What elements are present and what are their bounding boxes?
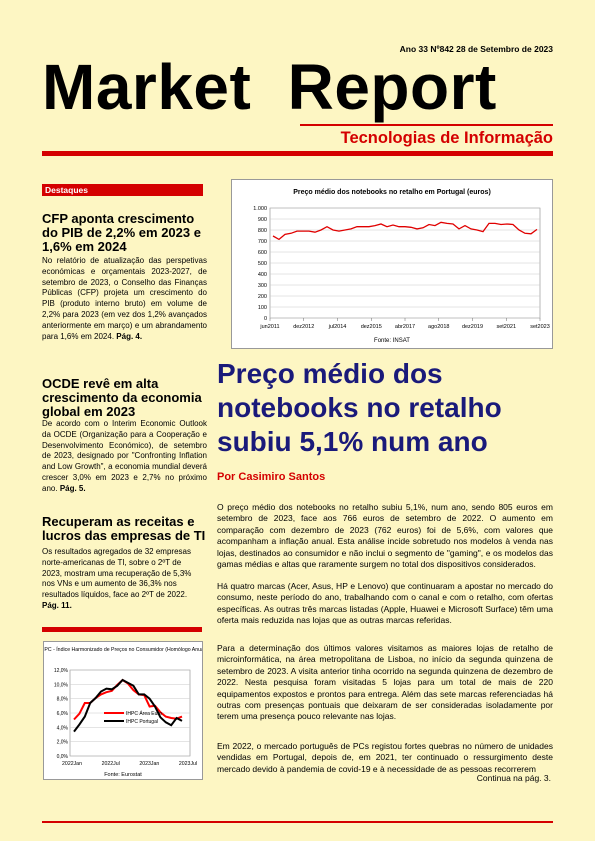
- y-tick-label: 400: [257, 272, 267, 278]
- story-2-page-ref[interactable]: Pág. 5.: [59, 483, 86, 493]
- article-headline: Preço médio dos notebooks no retalho subiu 5,1% num ano: [217, 358, 502, 457]
- story-2-headline[interactable]: OCDE revê em alta crescimento da economia global em 2023: [42, 376, 202, 419]
- y-tick-label: 0,0%: [56, 754, 68, 760]
- ihpc-chart: [43, 641, 203, 780]
- story-2-body: De acordo com o Interim Economic Outlook da OCDE (Organização para a Cooperação e Desenvolvimento Económico), de setembro de 2023, designado por "Confronting Inflation and Low Growth", a economia mundial deverá crescer 3,0% em 2023 e 2,7% no próximo ano. Pág. 5.: [42, 419, 207, 493]
- masthead-subtitle: Tecnologias de Informação: [340, 129, 553, 147]
- destaques-label: Destaques: [42, 184, 203, 196]
- x-tick-label: dez2012: [293, 324, 315, 330]
- article-paragraph: Há quatro marcas (Acer, Asus, HP e Lenovo) que continuaram a apostar no mercado do consumo, neste período do ano, trabalhando com o canal e com o retalho, com ofertas específicas. As outras três marcas listadas (Apple, Huawei e Microsoft Surface) têm uma oferta mais reduzida nas lojas que as outras marcas referidas.: [217, 581, 553, 626]
- y-tick-label: 700: [257, 239, 267, 245]
- header-divider: [300, 124, 553, 126]
- x-tick-label: dez2015: [360, 324, 382, 330]
- story-1-page-ref[interactable]: Pág. 4.: [116, 331, 143, 341]
- ihpc-source: Fonte: Eurostat: [104, 772, 142, 778]
- x-tick-label: jun2011: [260, 324, 280, 330]
- y-tick-label: 4,0%: [56, 725, 68, 732]
- y-tick-label: 1.000: [253, 206, 267, 212]
- article-paragraph: Em 2022, o mercado português de PCs registou fortes quebras no número de unidades vendidas em Portugal, depois de, em 2021, ter continuado o ressurgimento deste mercado devido à pandemia de covid-19 e à necessidade de as pessoas recorrerem: [217, 741, 553, 774]
- notebook-price-chart: [231, 179, 553, 349]
- notebook-y-ticks: [253, 206, 267, 322]
- y-tick-label: 2,0%: [56, 739, 68, 746]
- notebook-chart-source: Fonte: INSAT: [374, 338, 410, 344]
- story-3-headline[interactable]: Recuperam as receitas e lucros das empresas de TI: [42, 514, 206, 543]
- y-tick-label: 10,0%: [53, 682, 68, 689]
- x-tick-label: jul2014: [328, 324, 347, 330]
- story-1-body: No relatório de atualização das perspetivas económicas e orçamentais 2023-2027, de setembro de 2023, o Conselho das Finanças Públicas (CFP) projeta um crescimento do PIB (produto interno bruto) em volume de 2,2% para 2023 (em vez dos 1,2% avançados anteriormente em março) e um abrandamento para 1,6% em 2024. Pág. 4.: [42, 256, 207, 341]
- ihpc-y-ticks: [54, 668, 69, 760]
- article-paragraph: Para a determinação dos últimos valores visitamos as maiores lojas de retalho de microinformática, na área metropolitana de Lisboa, no início da segunda quinzena de setembro de 2023. A visita anterior tinha ocorrido na segunda quinzena de dezembro de 2022. Nesta pesquisa foram visitadas 5 lojas para um total de mais de 220 equipamentos expostos e prontos para entrega. Além das sete marcas referenciadas há outras com presenças pontuais que deixaram de ser consideradas isoladamente por terem uma presença pouco relevante nas lojas.: [217, 643, 553, 722]
- y-tick-label: 6,0%: [56, 711, 68, 717]
- ihpc-chart-title: IHPC - Índice Harmonizado de Preços no Consumidor (Homólogo Anual): [44, 647, 202, 653]
- y-tick-label: 900: [257, 217, 267, 223]
- x-tick-label: ago2018: [428, 324, 450, 330]
- issue-info: Ano 33 Nº842 28 de Setembro de 2023: [399, 44, 553, 54]
- continued-link[interactable]: Continua na pág. 3.: [476, 773, 551, 783]
- story-1-headline[interactable]: CFP aponta crescimento do PIB de 2,2% em 2023 e 1,6% em 2024: [42, 211, 201, 254]
- x-tick-label: dez2019: [461, 324, 484, 330]
- notebook-grid: [270, 208, 540, 321]
- y-tick-label: 600: [257, 250, 267, 256]
- x-tick-label: 2023Jan: [139, 761, 160, 767]
- article-paragraph: O preço médio dos notebooks no retalho subiu 5,1%, num ano, sendo 805 euros em setembro de 2023, face aos 766 euros de setembro de 2022. O aumento em comparação com dezembro de 2023 (762 euros) foi de 5,6%, com valores que acompanham a inflação anual. Esta análise incide sobretudo nos modelos à venda nas lojas, destinados ao consumidor e não inclui o segmento de "gaming", e os modelos das gamas médias e altas que raramente surgem no total dos dispositivos considerados.: [217, 502, 553, 570]
- article-byline: Por Casimiro Santos: [217, 471, 326, 483]
- y-tick-label: 800: [257, 228, 267, 234]
- y-tick-label: 300: [257, 283, 267, 289]
- legend-label-euro: IHPC Área Euro: [126, 711, 162, 717]
- y-tick-label: 500: [257, 261, 267, 267]
- legend-label-portugal: IHPC Portugal: [126, 719, 158, 725]
- x-tick-label: 2023Jul: [178, 761, 198, 767]
- notebook-chart-title: Preço médio dos notebooks no retalho em Portugal (euros): [293, 189, 491, 196]
- masthead-title: Market Report: [42, 51, 497, 123]
- y-tick-label: 200: [257, 294, 267, 300]
- x-tick-label: 2022Jul: [101, 761, 120, 767]
- y-tick-label: 0: [263, 316, 267, 322]
- story-3-page-ref[interactable]: Pág. 11.: [42, 600, 72, 610]
- y-tick-label: 12,0%: [53, 668, 68, 674]
- header-bottom-rule: [42, 151, 553, 156]
- y-tick-label: 100: [257, 305, 267, 311]
- y-tick-label: 8,0%: [56, 696, 68, 703]
- ihpc-chart-svg: [44, 642, 202, 779]
- sidebar-rule: [42, 627, 202, 632]
- notebook-x-ticks: [259, 324, 549, 330]
- notebook-price-chart-svg: [232, 180, 552, 348]
- story-3-body: Os resultados agregados de 32 empresas norte-americanas de TI, sobre o 2ºT de 2023, mostram uma recuperação de 5,3% nos VNs e um aumento de 36,3% nos resultados líquidos, face ao 2ºT de 2022. Pág. 11.: [42, 547, 192, 610]
- x-tick-label: abr2017: [394, 324, 416, 330]
- ihpc-x-ticks: [62, 761, 197, 767]
- x-tick-label: set2021: [496, 324, 517, 330]
- x-tick-label: set2023: [530, 324, 550, 330]
- x-tick-label: 2022Jan: [62, 761, 82, 767]
- footer-rule: [42, 821, 553, 823]
